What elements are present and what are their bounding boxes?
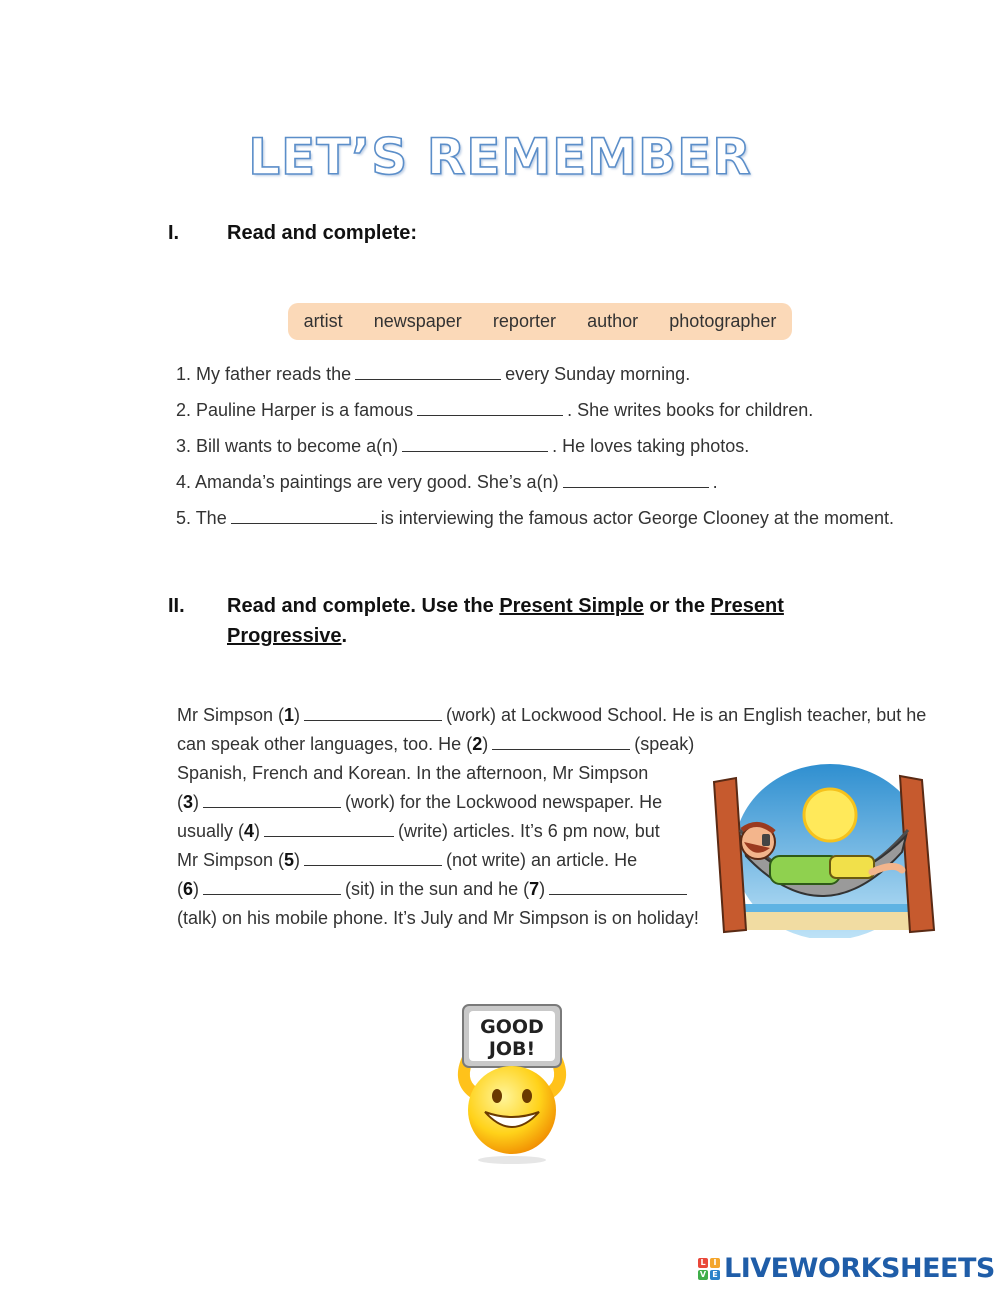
verb-blank-1[interactable] xyxy=(304,704,442,721)
paragraph-text: ) xyxy=(294,705,301,725)
blank-number: 5 xyxy=(284,850,295,870)
paragraph-line-8: (talk) on his mobile phone. It’s July and Mr Simpson is on holiday! xyxy=(177,908,699,928)
verb-blank-3[interactable] xyxy=(203,791,341,808)
paragraph-text: Mr Simpson ( xyxy=(177,705,285,725)
paragraph-text: ) xyxy=(294,850,301,870)
word-bank-item: reporter xyxy=(492,311,556,331)
left-tree-trunk xyxy=(714,778,746,932)
liveworksheets-logo xyxy=(698,1253,995,1284)
sentence-text: 2. Pauline Harper is a famous xyxy=(176,400,414,420)
title-text: Read and complete. Use the xyxy=(227,595,494,617)
paragraph-text: Mr Simpson ( xyxy=(177,850,285,870)
sentence-text: . She writes books for children. xyxy=(567,400,814,420)
section-2-title xyxy=(227,591,827,651)
paragraph-text: (not write) an article. He xyxy=(446,850,638,870)
paragraph-text: (speak) xyxy=(634,734,695,754)
sentence-text: . xyxy=(712,472,718,492)
hammock-illustration xyxy=(712,760,940,938)
sign-text-line-2: JOB! xyxy=(488,1038,536,1060)
answer-blank-3[interactable] xyxy=(402,435,548,452)
sentence-text: 4. Amanda’s paintings are very good. She’s a(n) xyxy=(176,472,559,492)
word-bank-item: newspaper xyxy=(373,311,462,331)
sentence-text: is interviewing the famous actor George Clooney at the moment. xyxy=(380,508,894,528)
sentence-text: . He loves taking photos. xyxy=(552,436,750,456)
title-text: . xyxy=(341,625,348,647)
logo-letter: E xyxy=(710,1270,720,1280)
section-2-number: II. xyxy=(168,595,185,617)
sentence-text: 5. The xyxy=(176,508,227,528)
sentence-text: every Sunday morning. xyxy=(505,364,691,384)
section-1-title: Read and complete: xyxy=(227,222,418,244)
logo-letter: L xyxy=(698,1258,708,1268)
exercise-1-sentence-1 xyxy=(176,362,690,386)
verb-blank-6[interactable] xyxy=(203,878,341,895)
sand xyxy=(732,910,932,930)
sentence-text: 1. My father reads the xyxy=(176,364,352,384)
paragraph-text: ( xyxy=(177,879,183,899)
answer-blank-1[interactable] xyxy=(355,363,501,380)
blank-number: 4 xyxy=(244,821,255,841)
paragraph-text: ( xyxy=(177,792,183,812)
paragraph-line-2 xyxy=(177,732,694,756)
word-bank-item: artist xyxy=(303,311,343,331)
logo-letter: V xyxy=(699,1269,707,1279)
blank-number: 3 xyxy=(183,792,194,812)
paragraph-line-1 xyxy=(177,703,926,727)
paragraph-text: ) xyxy=(482,734,489,754)
word-bank xyxy=(288,303,792,340)
answer-blank-5[interactable] xyxy=(231,507,377,524)
paragraph-line-7 xyxy=(177,877,691,901)
page-title: LET’S REMEMBER xyxy=(248,128,752,186)
live-icon xyxy=(698,1258,720,1280)
blank-number: 1 xyxy=(284,705,295,725)
man-shorts xyxy=(830,856,874,878)
sun-icon xyxy=(804,789,856,841)
paragraph-text: ) xyxy=(193,792,200,812)
paragraph-text: ) xyxy=(539,879,546,899)
word-bank-item: photographer xyxy=(669,311,777,331)
sign-text-line-1: GOOD xyxy=(480,1016,544,1038)
paragraph-text: can speak other languages, too. He ( xyxy=(177,734,473,754)
blank-number: 7 xyxy=(529,879,540,899)
logo-letter: I xyxy=(710,1258,720,1268)
exercise-1-sentence-3 xyxy=(176,434,749,458)
smiley-shadow xyxy=(478,1156,546,1164)
good-job-smiley xyxy=(447,1000,577,1165)
title-text: or the xyxy=(649,595,705,617)
sentence-text: 3. Bill wants to become a(n) xyxy=(176,436,399,456)
paragraph-text: (write) articles. It’s 6 pm now, but xyxy=(398,821,660,841)
paragraph-text: usually ( xyxy=(177,821,245,841)
paragraph-line-4 xyxy=(177,790,662,814)
answer-blank-4[interactable] xyxy=(563,471,709,488)
paragraph-line-3: Spanish, French and Korean. In the afternoon, Mr Simpson xyxy=(177,763,649,783)
blank-number: 2 xyxy=(472,734,483,754)
paragraph-text: (work) for the Lockwood newspaper. He xyxy=(345,792,663,812)
paragraph-text: (work) at Lockwood School. He is an English teacher, but he xyxy=(446,705,927,725)
verb-blank-5[interactable] xyxy=(304,849,442,866)
logo-text: LIVEWORKSHEETS xyxy=(724,1253,995,1284)
paragraph-line-6 xyxy=(177,848,637,872)
paragraph-line-5 xyxy=(177,819,660,843)
present-label: Present xyxy=(710,595,784,617)
exercise-1-sentence-2 xyxy=(176,398,813,422)
word-bank-item: author xyxy=(587,311,639,331)
answer-blank-2[interactable] xyxy=(417,399,563,416)
present-simple-label: Present Simple xyxy=(499,595,644,617)
verb-blank-2[interactable] xyxy=(492,733,630,750)
paragraph-text: (sit) in the sun and he ( xyxy=(345,879,530,899)
verb-blank-7[interactable] xyxy=(549,878,687,895)
blank-number: 6 xyxy=(183,879,194,899)
section-1-number: I. xyxy=(168,222,180,244)
exercise-1-sentence-5 xyxy=(176,506,894,530)
right-eye xyxy=(522,1089,532,1103)
verb-blank-4[interactable] xyxy=(264,820,394,837)
exercise-1-sentence-4 xyxy=(176,470,718,494)
left-eye xyxy=(492,1089,502,1103)
paragraph-text: ) xyxy=(193,879,200,899)
sea xyxy=(732,904,932,912)
paragraph-text: ) xyxy=(254,821,261,841)
smiley-face xyxy=(468,1066,556,1154)
progressive-label: Progressive xyxy=(227,625,342,647)
phone-icon xyxy=(762,834,770,846)
